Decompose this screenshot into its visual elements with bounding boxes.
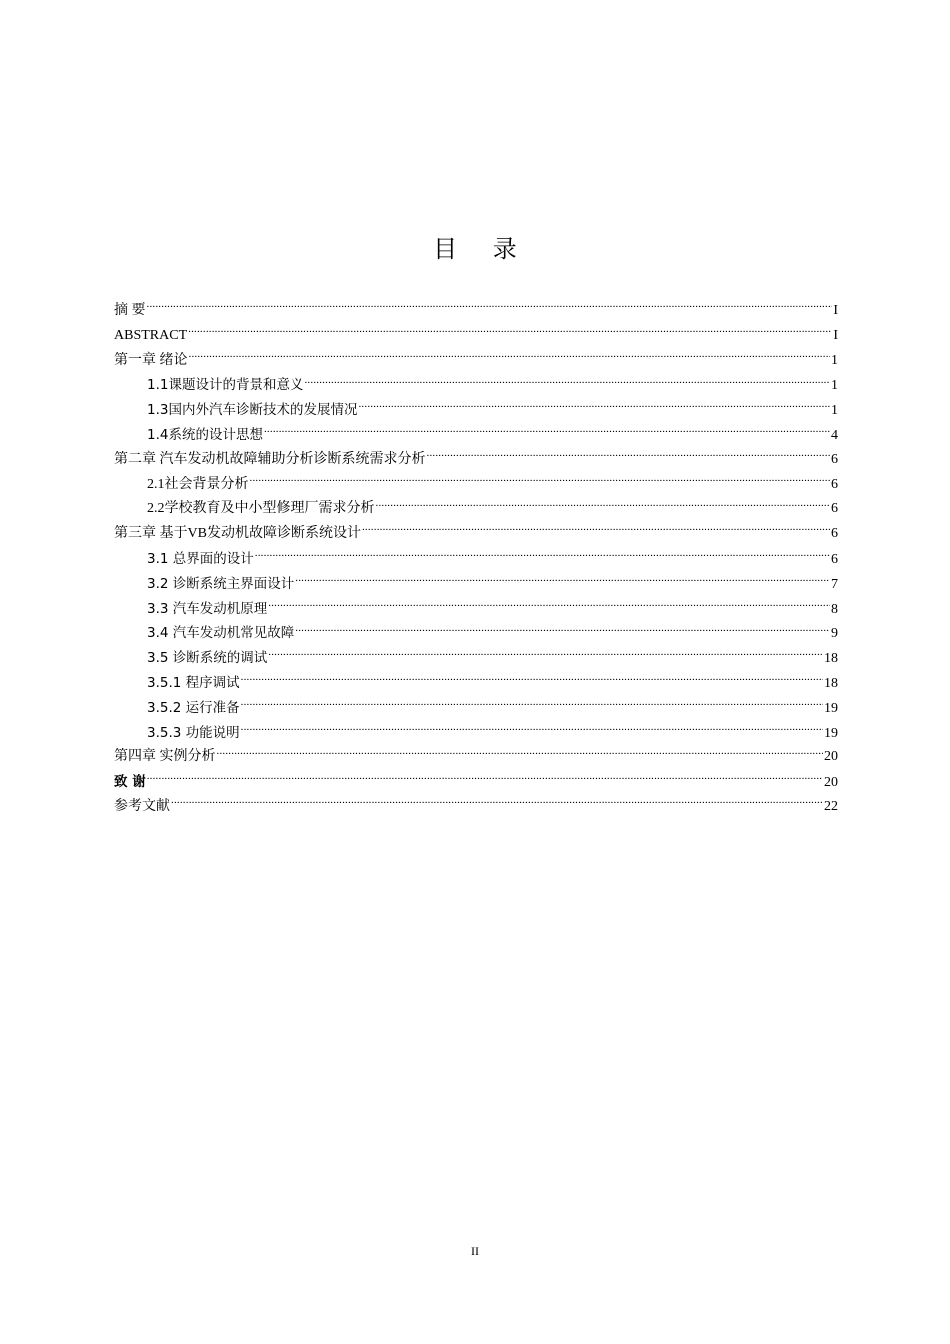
toc-dot-leader (295, 576, 830, 588)
toc-entry[interactable] (114, 423, 838, 448)
toc-dot-leader (147, 774, 823, 786)
toc-entry-page: 4 (831, 427, 838, 443)
toc-entry-page: 7 (831, 576, 838, 592)
toc-entry-label: 3.1 总界面的设计 (147, 550, 254, 567)
page-title: 目 录 (433, 235, 531, 263)
toc-entry-label: ABSTRACT (114, 327, 188, 343)
toc-entry[interactable] (114, 795, 838, 820)
toc-entry-page: 20 (824, 749, 838, 765)
toc-dot-leader (268, 650, 823, 662)
toc-entry-page: 19 (824, 725, 838, 741)
toc-entry[interactable] (114, 299, 838, 324)
toc-entry-label: 摘 要 (114, 303, 146, 318)
toc-dot-leader (295, 625, 830, 637)
toc-dot-leader (358, 402, 830, 414)
toc-entry-label: 第三章 基于VB发动机故障诊断系统设计 (114, 526, 361, 542)
toc-entry-label: 1.4系统的设计思想 (147, 426, 263, 443)
toc-dot-leader (241, 725, 823, 737)
toc-entry-label: 第二章 汽车发动机故障辅助分析诊断系统需求分析 (114, 451, 426, 467)
toc-entry[interactable] (114, 671, 838, 696)
toc-entry[interactable] (114, 398, 838, 423)
toc-dot-leader (241, 675, 823, 687)
toc-entry-page: I (833, 303, 838, 318)
toc-entry-page: 6 (831, 551, 838, 567)
toc-entry-page: 1 (831, 352, 838, 368)
toc-entry-page: 6 (831, 526, 838, 542)
toc-entry-label: 3.5.2 运行准备 (147, 699, 240, 716)
toc-dot-leader (217, 748, 824, 760)
toc-entry-page: 18 (824, 651, 838, 667)
toc-entry-label: 1.1课题设计的背景和意义 (147, 377, 304, 394)
toc-entry-page: 1 (831, 378, 838, 394)
toc-dot-leader (268, 601, 830, 613)
page-number: II (471, 1244, 479, 1258)
toc-dot-leader (241, 700, 823, 712)
toc-entry[interactable] (114, 349, 838, 374)
toc-entry-page: 1 (831, 403, 838, 419)
toc-dot-leader (189, 352, 831, 364)
toc-entry-page: 6 (831, 451, 838, 467)
toc-entry[interactable] (114, 448, 838, 473)
toc-entry-label: 2.1社会背景分析 (147, 476, 249, 492)
toc-entry[interactable] (114, 597, 838, 622)
toc-entry-label: 3.5.1 程序调试 (147, 674, 240, 691)
toc-entry-page: 19 (824, 700, 838, 716)
toc-entry-label: 3.3 汽车发动机原理 (147, 600, 268, 617)
toc-entry[interactable] (114, 522, 838, 547)
toc-entry-label: 1.3国内外汽车诊断技术的发展情况 (147, 402, 358, 419)
toc-entry[interactable] (114, 547, 838, 572)
toc-entry-label: 3.5 诊断系统的调试 (147, 650, 268, 667)
toc-entry[interactable] (114, 473, 838, 498)
toc-dot-leader (264, 427, 830, 439)
toc-entry-label: 致 谢 (114, 774, 146, 791)
toc-entry[interactable] (114, 373, 838, 398)
toc-entry-label: 3.5.3 功能说明 (147, 724, 240, 741)
toc-entry-label: 参考文献 (114, 798, 170, 814)
toc-dot-leader (250, 476, 831, 488)
toc-entry-page: 6 (831, 476, 838, 492)
toc-dot-leader (255, 551, 830, 563)
toc-entry[interactable] (114, 497, 838, 522)
toc-entry[interactable] (114, 324, 838, 349)
toc-dot-leader (171, 798, 823, 810)
toc-entry-page: I (833, 327, 838, 343)
toc-entry-page: 8 (831, 601, 838, 617)
toc-dot-leader (427, 451, 831, 463)
toc-entry[interactable] (114, 770, 838, 795)
toc-entry-page: 22 (824, 798, 838, 814)
toc-entry-label: 3.4 汽车发动机常见故障 (147, 625, 295, 642)
toc-dot-leader (376, 500, 831, 512)
toc-entry[interactable] (114, 696, 838, 721)
toc-entry[interactable] (114, 572, 838, 597)
toc-entry-page: 20 (824, 775, 838, 791)
toc-dot-leader (304, 377, 830, 389)
toc-dot-leader (362, 525, 830, 537)
toc-entry[interactable] (114, 621, 838, 646)
toc-dot-leader (147, 302, 833, 314)
toc-entry-page: 6 (831, 501, 838, 517)
toc-entry-page: 9 (831, 626, 838, 642)
toc-entry[interactable] (114, 721, 838, 746)
toc-dot-leader (188, 327, 832, 339)
table-of-contents (114, 299, 838, 820)
toc-entry-label: 3.2 诊断系统主界面设计 (147, 575, 295, 592)
toc-entry-label: 2.2学校教育及中小型修理厂需求分析 (147, 501, 375, 517)
toc-entry-label: 第四章 实例分析 (114, 749, 216, 765)
toc-entry-page: 18 (824, 675, 838, 691)
toc-entry[interactable] (114, 745, 838, 770)
toc-entry[interactable] (114, 646, 838, 671)
toc-entry-label: 第一章 绪论 (114, 352, 188, 368)
